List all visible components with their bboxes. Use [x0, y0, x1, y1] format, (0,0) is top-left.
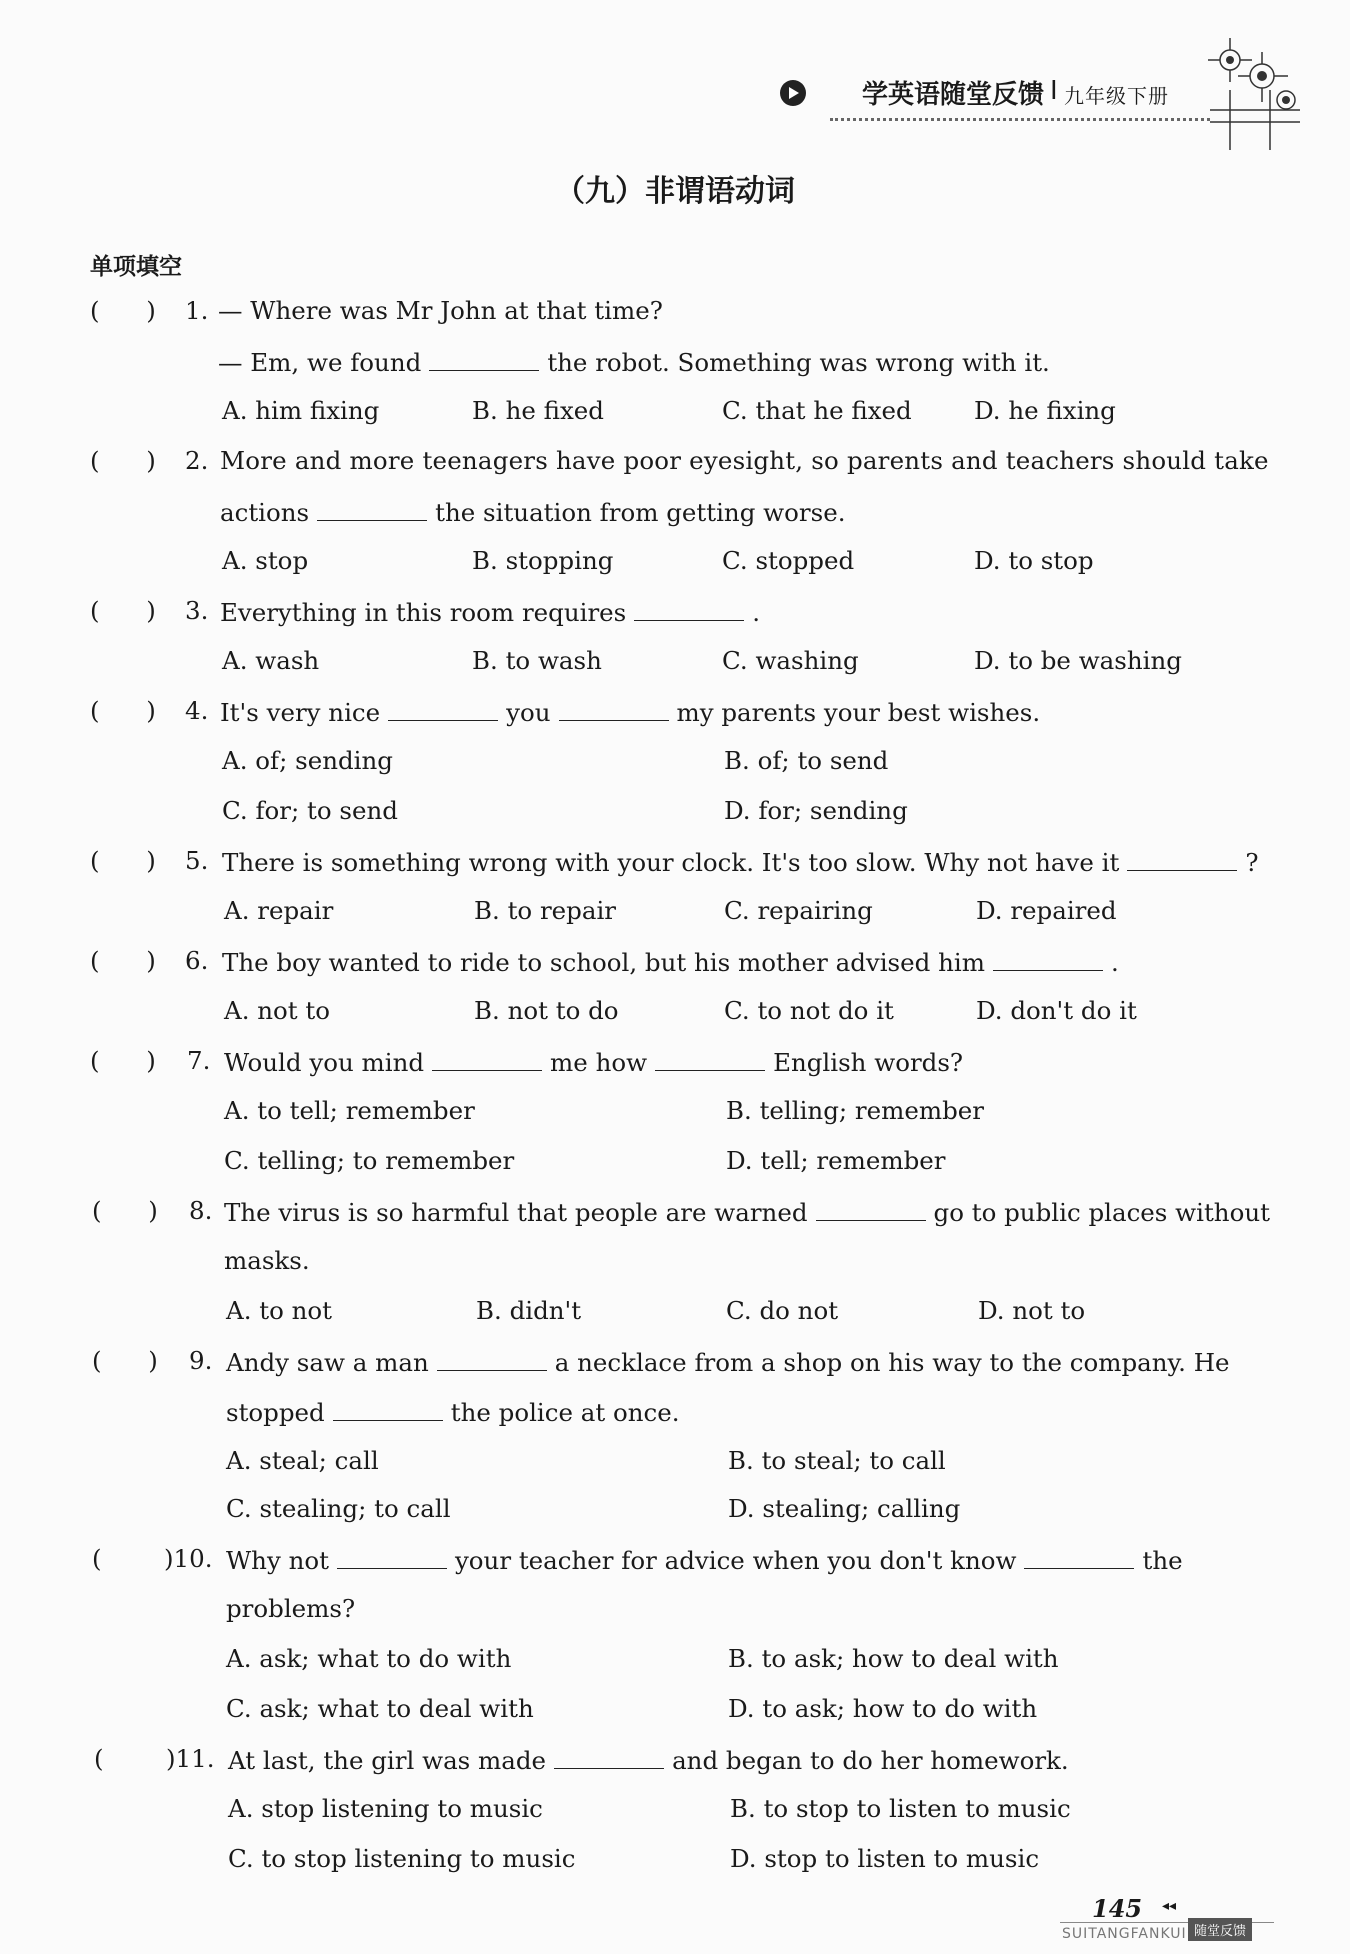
header-dotted-rule [830, 118, 1210, 121]
answer-blank [655, 1046, 765, 1071]
option-a: A. steal; call [226, 1446, 379, 1475]
answer-parens: ( [94, 1744, 143, 1773]
answer-parens: ( ) [90, 446, 156, 475]
option-c: C. for; to send [222, 796, 398, 825]
answer-parens: ( ) [90, 596, 156, 625]
answer-blank [1127, 846, 1237, 871]
page-number: 145 [1092, 1894, 1143, 1923]
header-separator: I [1050, 76, 1058, 106]
option-b: B. he fixed [472, 396, 604, 425]
answer-blank [432, 1046, 542, 1071]
option-c: C. repairing [724, 896, 873, 925]
option-d: D. to be washing [974, 646, 1182, 675]
question-text: . [752, 598, 761, 627]
grade-subtitle: 九年级下册 [1064, 84, 1169, 108]
question-text: me how [550, 1048, 648, 1077]
question-text: Why not [226, 1546, 329, 1575]
question-text: — Em, we found [218, 348, 422, 377]
answer-blank [429, 346, 539, 371]
option-c: C. to not do it [724, 996, 894, 1025]
option-a: A. wash [222, 646, 320, 675]
option-a: A. to not [226, 1296, 333, 1325]
option-c: C. washing [722, 646, 859, 675]
question-text: More and more teenagers have poor eyesight, so parents and teachers should take [220, 446, 1269, 475]
question-text: ? [1245, 848, 1259, 877]
question-text: you [506, 698, 551, 727]
option-b: B. to steal; to call [728, 1446, 946, 1475]
option-d: D. don't do it [976, 996, 1137, 1025]
question-number: 4. [185, 696, 209, 725]
option-c: C. stopped [722, 546, 855, 575]
option-c: C. do not [726, 1296, 839, 1325]
option-b: B. not to do [474, 996, 619, 1025]
option-d: D. tell; remember [726, 1146, 946, 1175]
option-b: B. didn't [476, 1296, 582, 1325]
question-text: English words? [773, 1048, 964, 1077]
option-a: A. not to [224, 996, 331, 1025]
answer-parens: ( [92, 1544, 141, 1573]
question-number: )11. [166, 1744, 215, 1773]
question-text: It's very nice [220, 698, 381, 727]
option-a: A. stop [222, 546, 309, 575]
answer-blank [993, 946, 1103, 971]
option-d: D. stealing; calling [728, 1494, 961, 1523]
question-text: problems? [226, 1594, 356, 1623]
answer-parens: ( ) [92, 1196, 158, 1225]
answer-parens: ( ) [90, 296, 156, 325]
answer-blank [559, 696, 669, 721]
question-text: — Where was Mr John at that time? [218, 296, 663, 325]
question-text: At last, the girl was made [228, 1746, 547, 1775]
answer-blank [1024, 1544, 1134, 1569]
answer-blank [816, 1196, 926, 1221]
question-text: the situation from getting worse. [435, 498, 846, 527]
question-text: There is something wrong with your clock. It's too slow. Why not have it [222, 848, 1120, 877]
option-d: D. to ask; how to do with [728, 1694, 1038, 1723]
answer-blank [554, 1744, 664, 1769]
option-c: C. ask; what to deal with [226, 1694, 534, 1723]
answer-blank [317, 496, 427, 521]
question-text: a necklace from a shop on his way to the company. He [554, 1348, 1230, 1377]
question-text: the [1142, 1546, 1183, 1575]
option-b: B. of; to send [724, 746, 889, 775]
question-text: The virus is so harmful that people are warned [224, 1198, 808, 1227]
option-b: B. to repair [474, 896, 617, 925]
option-d: D. to stop [974, 546, 1094, 575]
option-b: B. to wash [472, 646, 602, 675]
question-text: Would you mind [224, 1048, 425, 1077]
question-text: Everything in this room requires [220, 598, 627, 627]
option-a: A. of; sending [222, 746, 393, 775]
footer-latin-text: SUITANGFANKUI [1062, 1926, 1187, 1942]
option-d: D. for; sending [724, 796, 908, 825]
option-b: B. telling; remember [726, 1096, 985, 1125]
question-number: 1. [185, 296, 209, 325]
answer-parens: ( ) [90, 696, 156, 725]
question-text: your teacher for advice when you don't know [454, 1546, 1017, 1575]
question-number: 3. [185, 596, 209, 625]
question-number: 8. [189, 1196, 213, 1225]
question-number: 2. [185, 446, 209, 475]
option-a: A. ask; what to do with [226, 1644, 512, 1673]
option-d: D. he fixing [974, 396, 1116, 425]
option-b: B. to ask; how to deal with [728, 1644, 1059, 1673]
option-c: C. stealing; to call [226, 1494, 451, 1523]
answer-blank [634, 596, 744, 621]
section-label: 单项填空 [90, 254, 182, 280]
flower-decoration-icon [1190, 30, 1310, 160]
answer-blank [437, 1346, 547, 1371]
question-text: masks. [224, 1246, 310, 1275]
section-title: （九）非谓语动词 [555, 174, 795, 209]
option-d: D. not to [978, 1296, 1086, 1325]
option-c: C. telling; to remember [224, 1146, 515, 1175]
question-text: and began to do her homework. [672, 1746, 1069, 1775]
question-text: the police at once. [450, 1398, 680, 1427]
question-text: the robot. Something was wrong with it. [547, 348, 1050, 377]
question-number: 7. [187, 1046, 211, 1075]
back-arrows-icon: ◂◂ [1162, 1898, 1177, 1914]
answer-parens: ( ) [92, 1346, 158, 1375]
answer-blank [388, 696, 498, 721]
question-text: . [1110, 948, 1119, 977]
question-text: my parents your best wishes. [676, 698, 1041, 727]
question-number: 5. [185, 846, 209, 875]
option-c: C. that he fixed [722, 396, 912, 425]
option-d: D. stop to listen to music [730, 1844, 1040, 1873]
answer-blank [333, 1396, 443, 1421]
option-a: A. him fixing [222, 396, 380, 425]
option-c: C. to stop listening to music [228, 1844, 576, 1873]
question-text: actions [220, 498, 310, 527]
question-text: stopped [226, 1398, 325, 1427]
option-d: D. repaired [976, 896, 1117, 925]
question-number: )10. [164, 1544, 213, 1573]
question-text: The boy wanted to ride to school, but his mother advised him [222, 948, 985, 977]
answer-blank [337, 1544, 447, 1569]
option-a: A. repair [224, 896, 334, 925]
play-icon [780, 80, 806, 106]
answer-parens: ( ) [90, 846, 156, 875]
book-title: 学英语随堂反馈 [862, 80, 1045, 110]
footer-tag: 随堂反馈 [1188, 1918, 1252, 1941]
question-number: 6. [185, 946, 209, 975]
option-b: B. to stop to listen to music [730, 1794, 1071, 1823]
answer-parens: ( ) [90, 946, 156, 975]
question-text: go to public places without [933, 1198, 1270, 1227]
question-number: 9. [189, 1346, 213, 1375]
option-a: A. to tell; remember [224, 1096, 475, 1125]
option-a: A. stop listening to music [228, 1794, 543, 1823]
answer-parens: ( ) [90, 1046, 156, 1075]
question-text: Andy saw a man [226, 1348, 429, 1377]
option-b: B. stopping [472, 546, 614, 575]
